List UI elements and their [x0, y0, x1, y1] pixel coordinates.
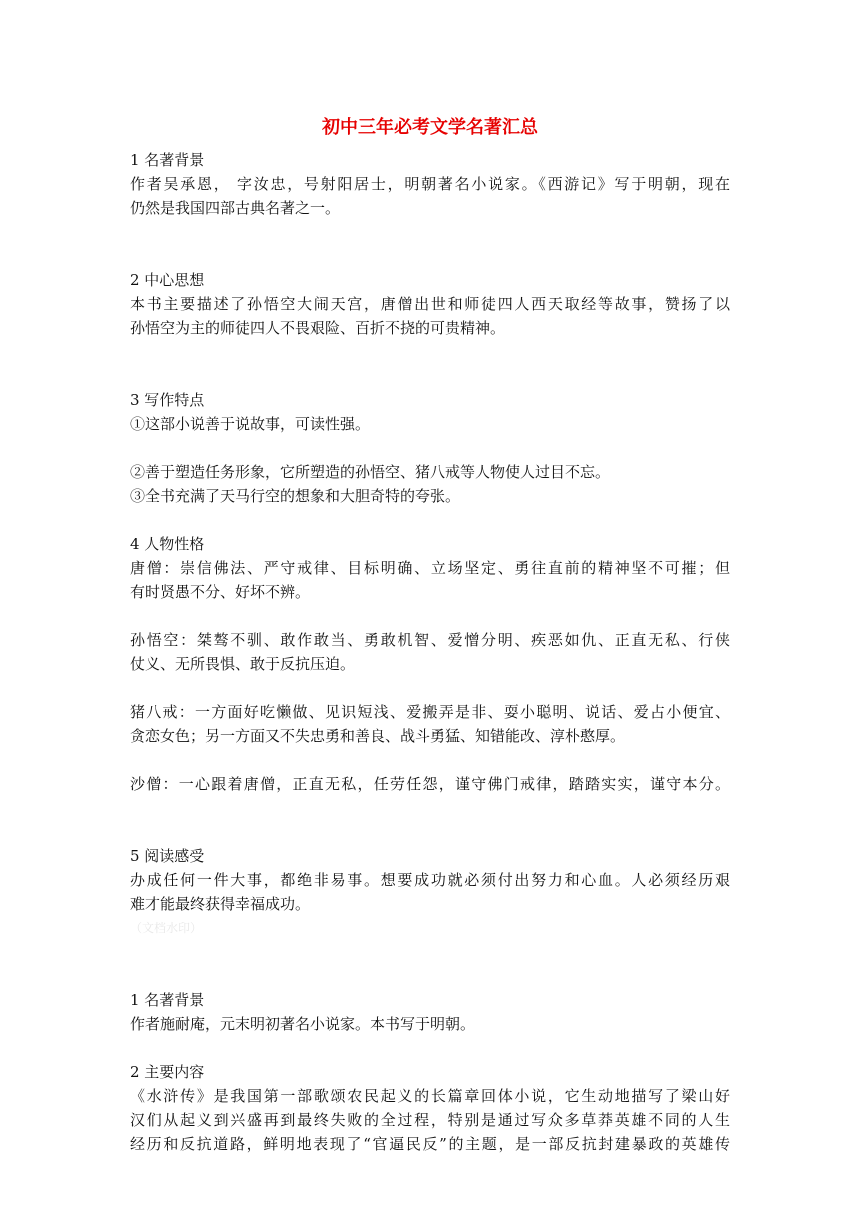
paragraph-line: 贪恋女色；另一方面又不失忠勇和善良、战斗勇猛、知错能改、淳朴憨厚。 [130, 727, 626, 745]
document-body [130, 148, 730, 1156]
paragraph-line: 办成任何一件大事，都绝非易事。想要成功就必须付出努力和心血。人必须经历艰 [130, 871, 730, 889]
paragraph-line: 作者吴承恩， 字汝忠，号射阳居士，明朝著名小说家。《西游记》写于明朝，现在 [130, 175, 730, 193]
paragraph-line: 难才能最终获得幸福成功。 [130, 895, 311, 913]
document-title: 初中三年必考文学名著汇总 [322, 117, 538, 138]
paragraph-line: 唐僧：崇信佛法、严守戒律、目标明确、立场坚定、勇往直前的精神坚不可摧；但 [130, 559, 730, 577]
paragraph-line: 本书主要描述了孙悟空大闹天宫，唐僧出世和师徒四人西天取经等故事，赞扬了以 [130, 295, 730, 313]
section-heading: 3 写作特点 [130, 391, 205, 409]
paragraph-line: 猪八戒：一方面好吃懒做、见识短浅、爱搬弄是非、耍小聪明、说话、爱占小便宜、 [130, 703, 730, 721]
section-heading: 2 主要内容 [130, 1063, 205, 1081]
paragraph-line: 经历和反抗道路，鲜明地表现了“官逼民反”的主题，是一部反抗封建暴政的英雄传 [130, 1135, 730, 1153]
section-heading: 5 阅读感受 [130, 847, 205, 865]
paragraph-line: 《水浒传》是我国第一部歌颂农民起义的长篇章回体小说，它生动地描写了梁山好 [130, 1087, 730, 1105]
paragraph-line: 汉们从起义到兴盛再到最终失败的全过程，特别是通过写众多草莽英雄不同的人生 [130, 1111, 730, 1129]
list-item: ③全书充满了天马行空的想象和大胆奇特的夸张。 [130, 487, 461, 505]
paragraph-line: 有时贤愚不分、好坏不辨。 [130, 583, 311, 601]
section-heading: 1 名著背景 [130, 991, 205, 1009]
list-item: ①这部小说善于说故事，可读性强。 [130, 415, 371, 433]
paragraph-line: 孙悟空为主的师徒四人不畏艰险、百折不挠的可贵精神。 [130, 319, 506, 337]
paragraph-line: 仗义、无所畏惧、敢于反抗压迫。 [130, 655, 356, 673]
paragraph-line: 孙悟空：桀骜不驯、敢作敢当、勇敢机智、爱憎分明、疾恶如仇、正直无私、行侠 [130, 631, 730, 649]
watermark-text: （文档水印） [130, 921, 203, 935]
section-heading: 2 中心思想 [130, 271, 205, 289]
list-item: ②善于塑造任务形象，它所塑造的孙悟空、猪八戒等人物使人过目不忘。 [130, 463, 611, 481]
section-heading: 4 人物性格 [130, 535, 205, 553]
paragraph-line: 仍然是我国四部古典名著之一。 [130, 199, 341, 217]
paragraph-line: 作者施耐庵，元末明初著名小说家。本书写于明朝。 [130, 1015, 476, 1033]
paragraph-line: 沙僧：一心跟着唐僧，正直无私，任劳任怨，谨守佛门戒律，踏踏实实，谨守本分。 [130, 775, 730, 793]
section-heading: 1 名著背景 [130, 151, 205, 169]
